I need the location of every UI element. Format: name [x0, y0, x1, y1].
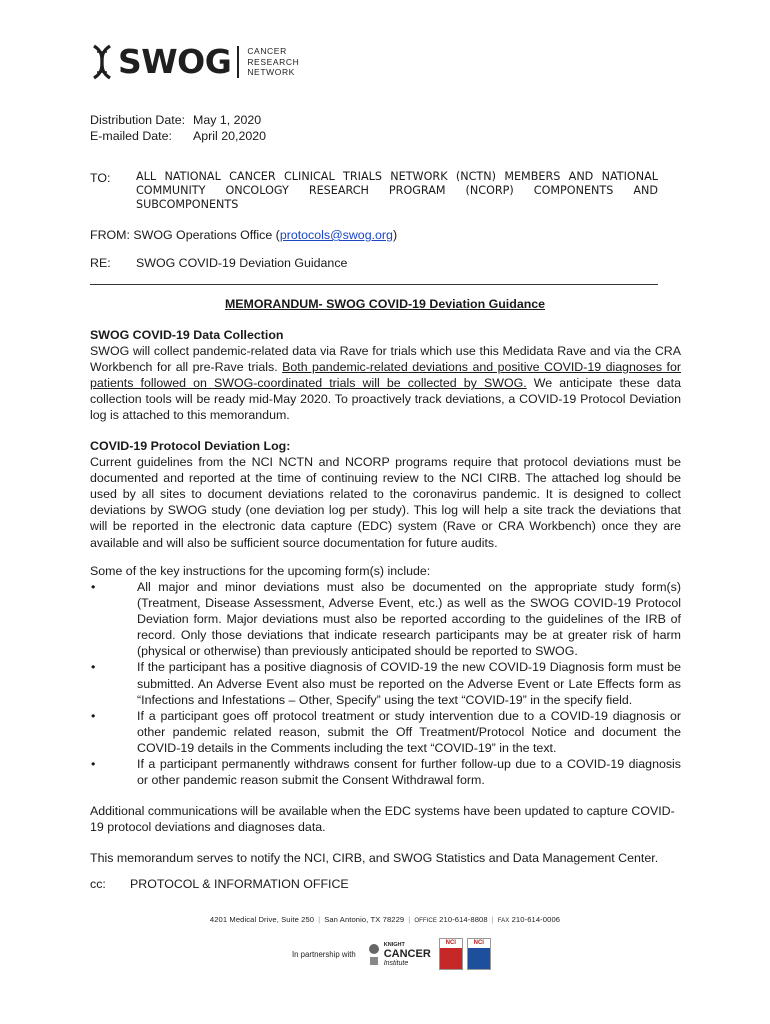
closing-notice: This memorandum serves to notify the NCI, CIRB, and SWOG Statistics and Data Management Center. [90, 851, 659, 865]
knight-cancer-logo [368, 941, 431, 967]
emailed-date-value: April 20,2020 [193, 129, 267, 143]
footer-office-label: OFFICE [414, 918, 437, 924]
list-item [90, 708, 681, 756]
tagline-line: RESEARCH [247, 56, 300, 67]
underlined-text: Both pandemic-related deviations and positive COVID-19 diagnoses for patients followed on SWOG-coordinated trials will be collected by SWOG. [90, 360, 682, 391]
list-item-text: All major and minor deviations must also be documented on the appropriate study form(s) (Treatment, Disease Assessment, Adverse Event, etc.) as well as the SWOG COVID-19 Protocol Deviation form. Major deviations must also be reported according to the guidelines of the IRB of record. Only those deviations that indicate research participants may be at greater risk of harm (physical or otherwise) than previously anticipated should be reported to SWOG. [137, 580, 681, 659]
tagline-line: NETWORK [247, 67, 295, 78]
memo-dates [90, 112, 266, 144]
dna-helix-icon [90, 44, 114, 80]
section-heading: SWOG COVID-19 Data Collection [90, 328, 284, 342]
knight-sub: Institute [383, 959, 409, 967]
footer-city: San Antonio, TX 78229 [324, 915, 405, 924]
paragraph-text: SWOG will collect pandemic-related data via Rave for trials which use this Medidata Rave and via the CRA Workbench for all pre-Rave trials. [90, 344, 681, 375]
instructions-list [90, 579, 681, 788]
footer-address: 4201 Medical Drive, Suite 250 | San Antonio, TX 78229 | OFFICE 210-614-8808 | FAX 210-614-0006 [209, 915, 561, 924]
from-close: ) [392, 228, 398, 242]
memo-title: MEMORANDUM- SWOG COVID-19 Deviation Guidance [224, 297, 546, 311]
cc-recipient: PROTOCOL & INFORMATION OFFICE [130, 877, 349, 891]
logo-wordmark: SWOG [118, 42, 232, 81]
section-paragraph [90, 343, 681, 423]
knight-text [384, 942, 431, 967]
paragraph-text: We anticipate these data collection tools will be ready mid-May 2020. To proactively track deviations, a COVID-19 Protocol Deviation log is attached to this memorandum. [90, 376, 681, 423]
logo-tagline [247, 46, 299, 78]
list-item-text: If the participant has a positive diagnosis of COVID-19 the new COVID-19 Diagnosis form must be submitted. An Adverse Event also must be reported on the Adverse Event or Late Effects form as “Infections and Infestations – Other, Specify” using the text “COVID-19” in the specify field. [137, 660, 681, 707]
header-divider [90, 284, 658, 285]
footer-office-phone: 210-614-8808 [439, 915, 488, 924]
footer-fax: 210-614-0006 [511, 915, 561, 924]
footer-street: 4201 Medical Drive, Suite 250 [209, 915, 315, 924]
knight-big: CANCER [383, 947, 431, 960]
email-link[interactable]: protocols@swog.org [279, 228, 393, 242]
to-recipients: ALL NATIONAL CANCER CLINICAL TRIALS NETWORK (NCTN) MEMBERS AND NATIONAL COMMUNITY ONCOLOGY RESEARCH PROGRAM (NCORP) COMPONENTS AND SUBCOMPONENTS [136, 170, 658, 211]
list-item-text: If a participant goes off protocol treatment or study intervention due to a COVID-19 diagnosis or other pandemic related reason, submit the Off Treatment/Protocol Notice and document the COVID-19 details in the Comments including the text “COVID-19” in the text. [137, 708, 681, 755]
to-label: TO: [90, 171, 111, 185]
distribution-date-label: Distribution Date: [90, 113, 186, 127]
bullet-icon: • [91, 580, 96, 594]
nci-label: NCI [468, 939, 490, 948]
list-item [90, 659, 681, 707]
section-paragraph: Current guidelines from the NCI NCTN and NCORP programs require that protocol deviations must be documented and reported at the time of continuing review to the NCI CIRB. The attached log should be used by all sites to document deviations related to the coronavirus pandemic. It is designed to collect deviations by SWOG study (one deviation log per study). This log will help a site track the deviations that will be reported in the electronic data capture (EDC) system (Rave or CRA Workbench) once they are available and will also be sufficient source documentation for future audits. [90, 455, 681, 550]
nci-badge-fill [440, 948, 462, 969]
bullet-icon: • [91, 660, 96, 675]
list-item [90, 579, 681, 659]
swog-logo [90, 44, 299, 80]
logo-divider [237, 46, 239, 78]
cc-label: cc: [90, 877, 106, 891]
instructions-intro: Some of the key instructions for the upcoming form(s) include: [90, 564, 431, 578]
section-data-collection [90, 327, 681, 424]
partner-logos [292, 938, 495, 970]
nci-label: NCI [440, 939, 462, 948]
knight-small: KNIGHT [383, 941, 405, 948]
from-label: FROM: [90, 228, 130, 242]
section-heading: COVID-19 Protocol Deviation Log: [90, 439, 291, 453]
ohsu-shield-icon [368, 941, 380, 967]
list-item-text: If a participant permanently withdraws consent for further follow-up due to a COVID-19 diagnosis or other pandemic reason submit the Consent Withdrawal form. [137, 757, 681, 788]
emailed-date-label: E-mailed Date: [90, 129, 172, 143]
tagline-line: CANCER [247, 46, 287, 57]
nci-badge-blue [467, 938, 491, 970]
list-item [90, 756, 681, 788]
closing-paragraph: Additional communications will be available when the EDC systems have been updated to capture COVID-19 protocol deviations and diagnoses data. [90, 804, 675, 835]
nci-badge-fill [468, 948, 490, 969]
footer-fax-label: FAX [497, 918, 510, 924]
bullet-icon: • [91, 757, 96, 772]
from-line [90, 227, 397, 243]
re-subject: SWOG COVID-19 Deviation Guidance [136, 256, 348, 270]
distribution-date-value: May 1, 2020 [193, 113, 262, 127]
re-label: RE: [90, 256, 111, 270]
bullet-icon: • [91, 708, 96, 723]
from-text: SWOG Operations Office ( [133, 228, 280, 242]
section-deviation-log [90, 438, 681, 551]
partnership-label: In partnership with [292, 949, 356, 959]
nci-badge-red [439, 938, 463, 970]
